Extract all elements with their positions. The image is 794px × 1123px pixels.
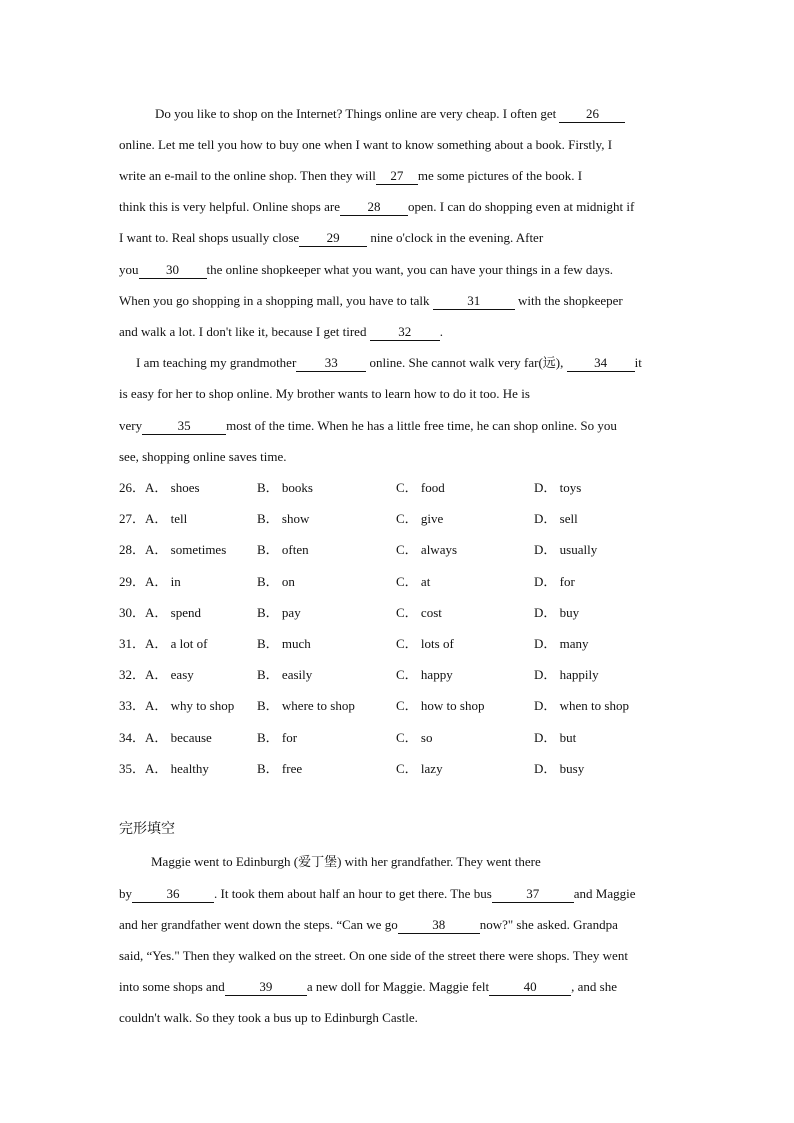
text: . — [439, 324, 443, 339]
passage1-line-3 — [119, 166, 679, 186]
question-number: 26． — [119, 480, 146, 495]
option-b: B． for — [257, 730, 298, 745]
passage1-line-2: online. Let me tell you how to buy one when I want to know something about a book. Firstly, I — [119, 137, 613, 152]
option-b: B． on — [257, 574, 295, 589]
option-a: A． a lot of — [145, 636, 208, 651]
blank-29: 29 — [299, 230, 367, 247]
option-b: B． easily — [257, 667, 313, 682]
blank-36: 36 — [132, 886, 214, 903]
passage2-line-5 — [119, 977, 679, 997]
passage2-line-2 — [119, 884, 679, 904]
option-b: B． where to shop — [257, 698, 355, 713]
question-number-option-a — [119, 728, 212, 748]
blank-32: 32 — [370, 324, 440, 341]
option-c: C． lazy — [396, 761, 443, 776]
question-number: 28． — [119, 542, 146, 557]
text: When you go shopping in a shopping mall, you have to talk — [119, 293, 430, 308]
text: , and she — [571, 979, 617, 994]
option-b: B． free — [257, 761, 303, 776]
blank-34: 34 — [567, 355, 635, 372]
option-b: B． much — [257, 636, 311, 651]
blank-28: 28 — [340, 199, 408, 216]
option-d: D． when to shop — [534, 698, 629, 713]
passage1-line-10: is easy for her to shop online. My brother wants to learn how to do it too. He is — [119, 386, 530, 401]
option-a: A． sometimes — [145, 542, 227, 557]
option-d: D． busy — [534, 761, 585, 776]
text: by — [119, 886, 132, 901]
option-c: C． lots of — [396, 636, 454, 651]
passage2-line-3 — [119, 915, 679, 935]
question-number-option-a — [119, 665, 194, 685]
text: I want to. Real shops usually close — [119, 230, 300, 245]
passage1-line-9 — [119, 353, 679, 373]
text: online. She cannot walk very far(远), — [369, 355, 564, 370]
passage1-line-7 — [119, 291, 679, 311]
passage1-line-8 — [119, 322, 679, 342]
text: open. I can do shopping even at midnight if — [407, 199, 635, 214]
option-c: C． give — [396, 511, 444, 526]
text: it — [634, 355, 642, 370]
option-a: A． why to shop — [145, 698, 235, 713]
blank-37: 37 — [492, 886, 574, 903]
blank-33: 33 — [296, 355, 366, 372]
question-number: 35． — [119, 761, 146, 776]
option-d: D． toys — [534, 480, 582, 495]
passage1-line-5 — [119, 228, 679, 248]
text: me some pictures of the book. I — [417, 168, 583, 183]
option-a: A． spend — [145, 605, 201, 620]
passage1-line-11 — [119, 416, 679, 436]
question-number: 29． — [119, 574, 146, 589]
passage2-line-1 — [119, 852, 679, 872]
option-c: C． cost — [396, 605, 442, 620]
text: now?" she asked. Grandpa — [479, 917, 618, 932]
question-number: 34． — [119, 730, 146, 745]
option-b: B． pay — [257, 605, 301, 620]
option-a: A． easy — [145, 667, 194, 682]
question-number: 27． — [119, 511, 146, 526]
text: Do you like to shop on the Internet? Things online are very cheap. I often get — [155, 106, 557, 121]
text: write an e-mail to the online shop. Then they will — [119, 168, 376, 183]
passage2-line-4: said, “Yes." Then they walked on the street. On one side of the street there were shops. They went — [119, 948, 628, 963]
question-number-option-a — [119, 478, 200, 498]
question-number-option-a — [119, 759, 209, 779]
blank-39: 39 — [225, 979, 307, 996]
question-number-option-a — [119, 696, 234, 716]
text: nine o'clock in the evening. After — [370, 230, 544, 245]
question-number: 32． — [119, 667, 146, 682]
text: with the shopkeeper — [518, 293, 623, 308]
option-d: D． many — [534, 636, 589, 651]
option-a: A． shoes — [145, 480, 200, 495]
passage2-line-6: couldn't walk. So they took a bus up to Edinburgh Castle. — [119, 1010, 418, 1025]
option-d: D． but — [534, 730, 577, 745]
passage1-line-12: see, shopping online saves time. — [119, 449, 287, 464]
text: and her grandfather went down the steps. “Can we go — [119, 917, 398, 932]
blank-27: 27 — [376, 168, 418, 185]
text: and Maggie — [573, 886, 636, 901]
text: you — [119, 262, 139, 277]
section-heading: 完形填空 — [119, 822, 175, 837]
text: I am teaching my grandmother — [136, 355, 297, 370]
option-c: C． food — [396, 480, 445, 495]
option-b: B． show — [257, 511, 310, 526]
option-d: D． for — [534, 574, 575, 589]
text: the online shopkeeper what you want, you can have your things in a few days. — [206, 262, 614, 277]
text: Maggie went to Edinburgh (爱丁堡) with her grandfather. They went there — [151, 854, 541, 869]
blank-35: 35 — [142, 418, 226, 435]
option-d: D． happily — [534, 667, 599, 682]
text: a new doll for Maggie. Maggie felt — [306, 979, 490, 994]
option-a: A． healthy — [145, 761, 209, 776]
option-a: A． because — [145, 730, 212, 745]
question-number: 31． — [119, 636, 146, 651]
text: and walk a lot. I don't like it, because I get tired — [119, 324, 367, 339]
passage1-line-6 — [119, 260, 679, 280]
question-number: 33． — [119, 698, 146, 713]
option-b: B． often — [257, 542, 309, 557]
text: into some shops and — [119, 979, 225, 994]
question-number-option-a — [119, 509, 187, 529]
option-b: B． books — [257, 480, 313, 495]
text: . It took them about half an hour to get there. The bus — [214, 886, 492, 901]
question-number: 30． — [119, 605, 146, 620]
text: think this is very helpful. Online shops are — [119, 199, 340, 214]
option-c: C． happy — [396, 667, 453, 682]
blank-31: 31 — [433, 293, 515, 310]
option-c: C． at — [396, 574, 431, 589]
question-number-option-a — [119, 540, 226, 560]
option-d: D． usually — [534, 542, 598, 557]
question-number-option-a — [119, 634, 207, 654]
text: most of the time. When he has a little free time, he can shop online. So you — [226, 418, 617, 433]
blank-26: 26 — [559, 106, 625, 123]
text: very — [119, 418, 143, 433]
option-a: A． tell — [145, 511, 188, 526]
option-d: D． sell — [534, 511, 578, 526]
passage1-line-1 — [119, 104, 679, 124]
blank-40: 40 — [489, 979, 571, 996]
option-a: A． in — [145, 574, 181, 589]
option-c: C． so — [396, 730, 433, 745]
blank-38: 38 — [398, 917, 480, 934]
option-d: D． buy — [534, 605, 580, 620]
passage1-line-4 — [119, 197, 679, 217]
option-c: C． always — [396, 542, 458, 557]
blank-30: 30 — [139, 262, 207, 279]
question-number-option-a — [119, 603, 201, 623]
question-number-option-a — [119, 572, 181, 592]
option-c: C． how to shop — [396, 698, 485, 713]
